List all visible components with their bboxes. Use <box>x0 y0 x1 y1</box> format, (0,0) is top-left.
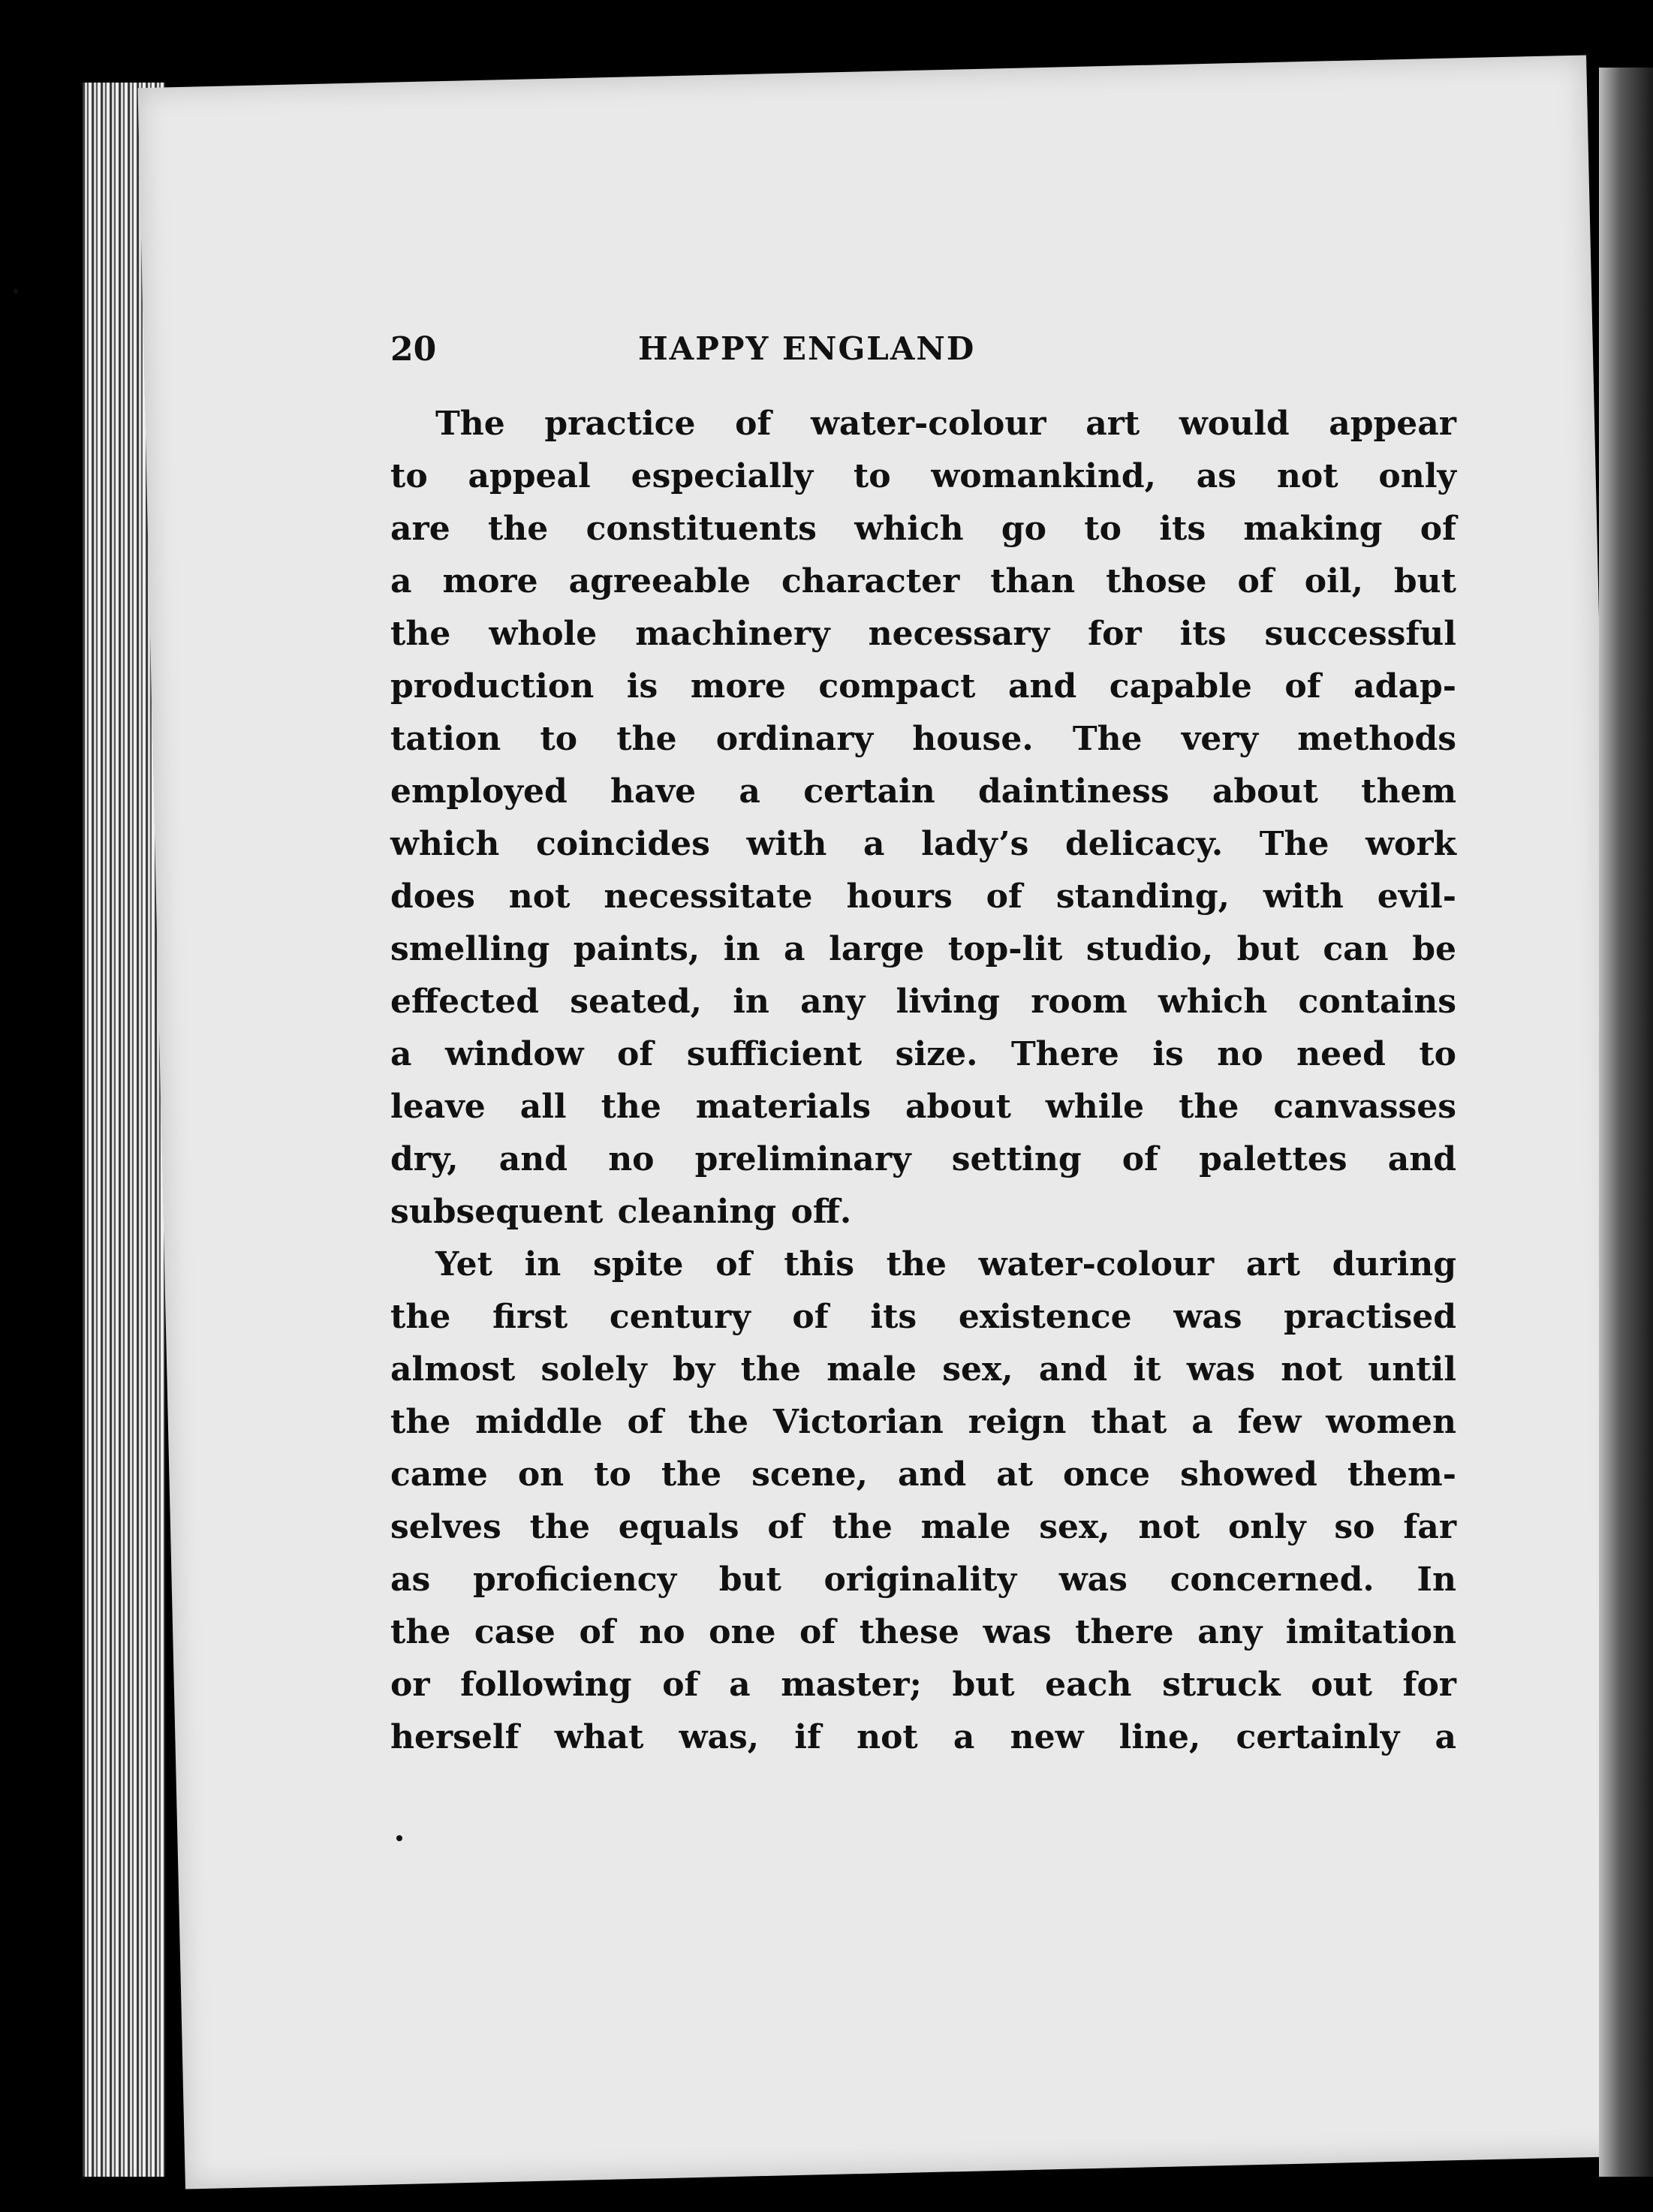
text-line: herself what was, if not a new line, certainly a <box>390 1718 1456 1756</box>
body-text <box>390 398 1456 1764</box>
page-header <box>390 330 1456 375</box>
text-line: smelling paints, in a large top-lit studio, but can be <box>390 930 1456 968</box>
text-line: leave all the materials about while the canvasses <box>390 1088 1456 1126</box>
text-line: a window of sufficient size. There is no need to <box>390 1035 1456 1073</box>
text-line: does not necessitate hours of standing, with evil- <box>390 877 1456 916</box>
paragraph-1 <box>390 398 1456 1238</box>
text-line: are the constituents which go to its making of <box>390 510 1456 548</box>
text-line: employed have a certain daintiness about them <box>390 772 1456 811</box>
text-line: as proficiency but originality was concerned. In <box>390 1560 1456 1599</box>
text-line: tation to the ordinary house. The very methods <box>390 720 1456 758</box>
text-line: a more agreeable character than those of oil, but <box>390 562 1456 600</box>
text-line: the whole machinery necessary for its successful <box>390 615 1456 653</box>
text-line: selves the equals of the male sex, not only so far <box>390 1508 1456 1546</box>
scan-speck <box>14 289 18 293</box>
text-line: Yet in spite of this the water-colour art during <box>435 1245 1456 1284</box>
scan-speck <box>396 1835 402 1841</box>
text-line: dry, and no preliminary setting of palettes and <box>390 1140 1456 1178</box>
text-line: almost solely by the male sex, and it was not until <box>390 1350 1456 1389</box>
text-line: The practice of water-colour art would appear <box>435 405 1456 443</box>
paragraph-2 <box>390 1238 1456 1764</box>
text-line: which coincides with a lady’s delicacy. The work <box>390 825 1456 863</box>
text-line: the middle of the Victorian reign that a few women <box>390 1403 1456 1441</box>
text-line: to appeal especially to womankind, as not only <box>390 457 1456 495</box>
text-line: came on to the scene, and at once showed them- <box>390 1455 1456 1494</box>
text-line: production is more compact and capable of adap- <box>390 667 1456 706</box>
text-line: effected seated, in any living room which contains <box>390 983 1456 1021</box>
running-title: HAPPY ENGLAND <box>638 330 976 367</box>
text-line: or following of a master; but each struck out for <box>390 1666 1456 1704</box>
text-line: subsequent cleaning off. <box>390 1193 852 1231</box>
text-line: the first century of its existence was practised <box>390 1298 1456 1336</box>
page-number: 20 <box>390 330 437 369</box>
text-line: the case of no one of these was there any imitation <box>390 1613 1456 1651</box>
book-right-edge <box>1599 68 1653 2177</box>
